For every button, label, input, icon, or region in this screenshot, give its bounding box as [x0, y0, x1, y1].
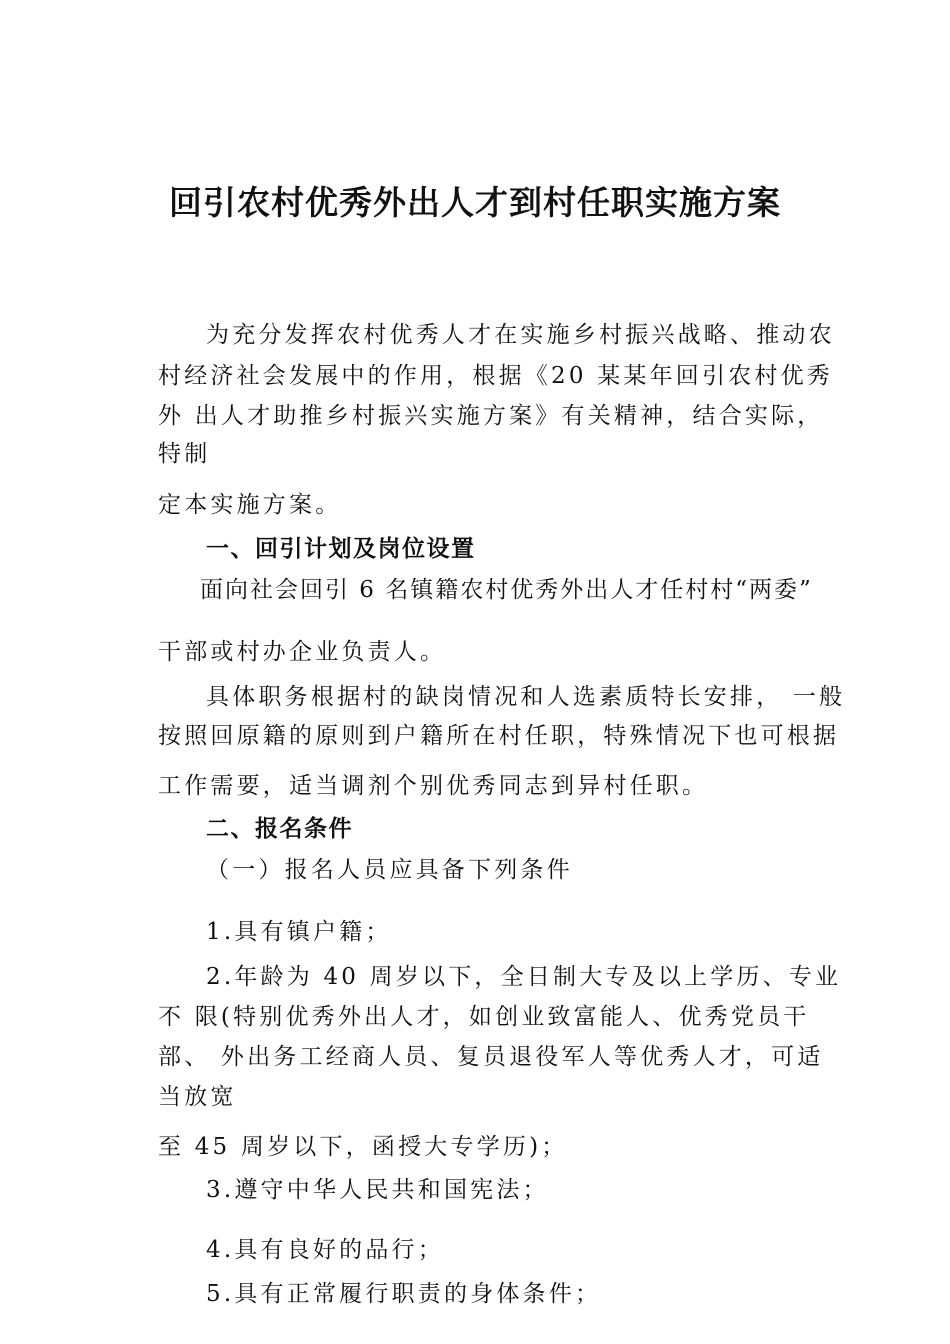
intro-line-1: 为充分发挥农村优秀人才在实施乡村振兴战略、推动农 — [206, 322, 835, 348]
intro-line-4: 特制 — [158, 441, 211, 467]
section-2-subheading: （一）报名人员应具备下列条件 — [206, 857, 573, 883]
condition-item-2-line-3: 部、 外出务工经商人员、复员退役军人等优秀人才，可适 — [158, 1044, 824, 1070]
condition-item-2-line-1: 2.年龄为 40 周岁以下，全日制大专及以上学历、专业 — [206, 964, 842, 990]
section-1-para-2-line-3: 工作需要，适当调剂个别优秀同志到异村任职。 — [158, 773, 709, 799]
condition-item-3: 3.遵守中华人民共和国宪法； — [206, 1177, 549, 1203]
document-title: 回引农村优秀外出人才到村任职实施方案 — [169, 183, 781, 222]
condition-item-5: 5.具有正常履行职责的身体条件； — [206, 1281, 602, 1307]
condition-item-1: 1.具有镇户籍； — [206, 919, 392, 945]
condition-item-2-line-2: 不 限(特别优秀外出人才，如创业致富能人、优秀党员干 — [158, 1004, 810, 1030]
condition-item-2-line-4: 当放宽 — [158, 1084, 237, 1110]
intro-line-5: 定本实施方案。 — [158, 492, 342, 518]
section-1-para-2-line-2: 按照回原籍的原则到户籍所在村任职，特殊情况下也可根据 — [158, 723, 840, 749]
condition-item-2-line-5: 至 45 周岁以下，函授大专学历)； — [158, 1134, 568, 1160]
section-2-heading: 二、报名条件 — [206, 816, 353, 842]
section-1-para-1-line-2: 干部或村办企业负责人。 — [158, 639, 447, 665]
intro-line-3: 外 出人才助推乡村振兴实施方案》有关精神，结合实际， — [158, 403, 824, 429]
condition-item-4: 4.具有良好的品行； — [206, 1237, 444, 1263]
intro-line-2: 村经济社会发展中的作用，根据《20 某某年回引农村优秀 — [158, 363, 833, 389]
section-1-para-1-line-1: 面向社会回引 6 名镇籍农村优秀外出人才任村村“两委” — [200, 577, 813, 603]
section-1-para-2-line-1: 具体职务根据村的缺岗情况和人选素质特长安排， 一般 — [206, 684, 846, 710]
section-1-heading: 一、回引计划及岗位设置 — [206, 536, 476, 562]
